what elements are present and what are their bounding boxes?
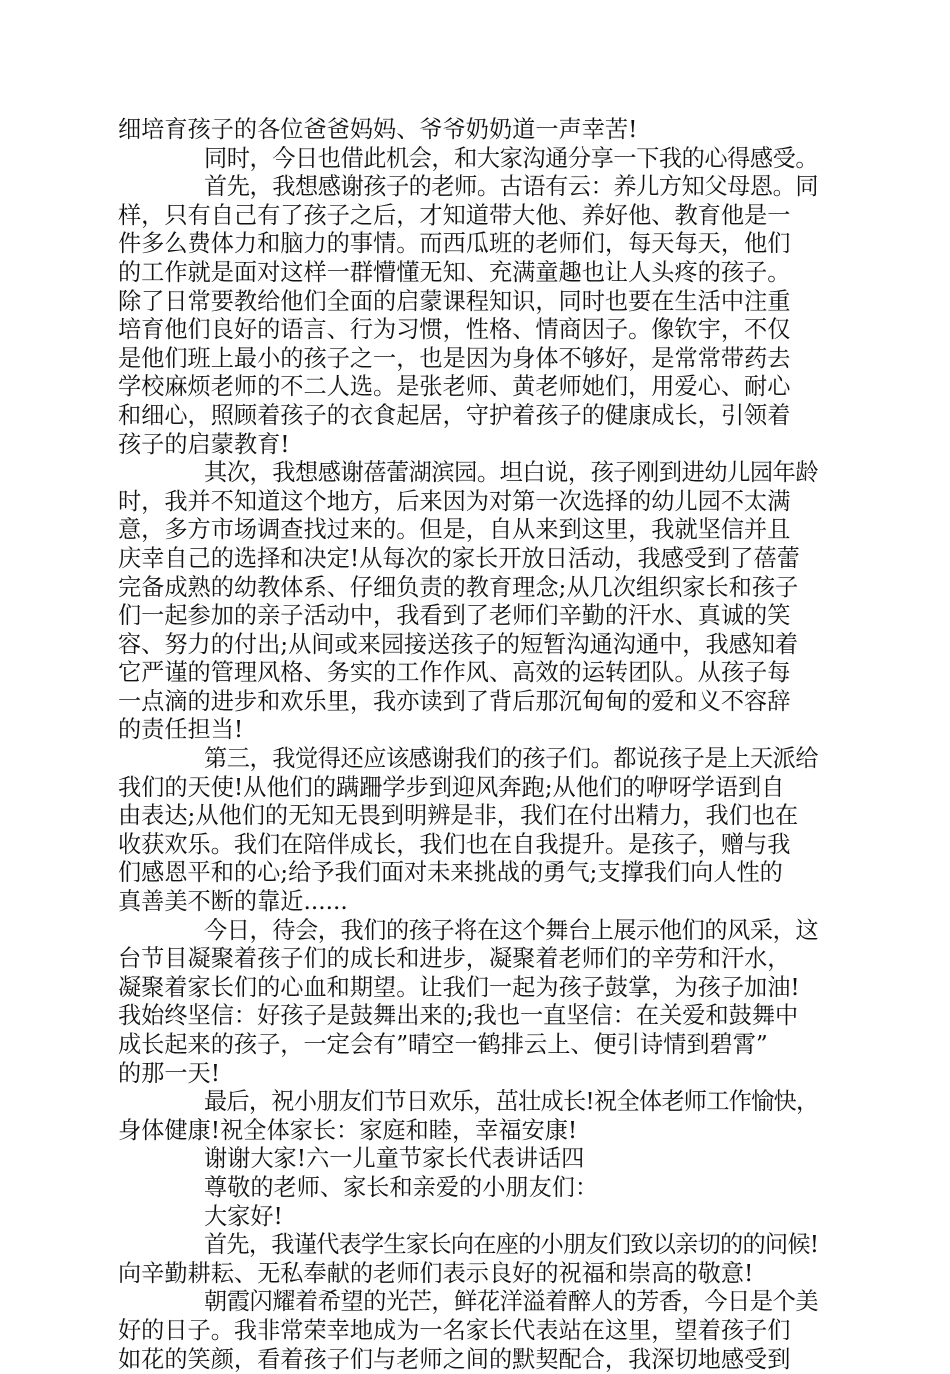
text-line: 是他们班上最小的孩子之一，也是因为身体不够好，是常常带药去 (118, 344, 791, 372)
text-line: 台节目凝聚着孩子们的成长和进步，凝聚着老师们的辛劳和汗水， (118, 945, 791, 973)
text-line: 由表达;从他们的无知无畏到明辨是非，我们在付出精力，我们也在 (118, 802, 799, 830)
text-line: 除了日常要教给他们全面的启蒙课程知识，同时也要在生活中注重 (118, 287, 791, 315)
text-line: 一点滴的进步和欢乐里，我亦读到了背后那沉甸甸的爱和义不容辞 (118, 687, 791, 715)
text-line: 的那一天! (118, 1059, 221, 1087)
text-line: 首先，我谨代表学生家长向在座的小朋友们致以亲切的的问候! (204, 1231, 819, 1259)
text-line: 朝霞闪耀着希望的光芒，鲜花洋溢着醉人的芳香，今日是个美 (204, 1288, 819, 1316)
text-line: 的工作就是面对这样一群懵懂无知、充满童趣也让人头疼的孩子。 (118, 258, 791, 286)
text-line: 我们的天使!从他们的蹒跚学步到迎风奔跑;从他们的咿呀学语到自 (118, 773, 785, 801)
text-line: 完备成熟的幼教体系、仔细负责的教育理念;从几次组织家长和孩子 (118, 573, 799, 601)
text-line: 培育他们良好的语言、行为习惯，性格、情商因子。像钦宇，不仅 (118, 316, 791, 344)
text-line: 大家好! (204, 1202, 283, 1230)
text-line: 学校麻烦老师的不二人选。是张老师、黄老师她们，用爱心、耐心 (118, 373, 791, 401)
text-line: 首先，我想感谢孩子的老师。古语有云：养儿方知父母恩。同 (204, 173, 819, 201)
text-line: 向辛勤耕耘、无私奉献的老师们表示良好的祝福和崇高的敬意! (118, 1259, 754, 1287)
text-line: 们感恩平和的心;给予我们面对未来挑战的勇气;支撑我们向人性的 (118, 859, 783, 887)
text-line: 同时，今日也借此机会，和大家沟通分享一下我的心得感受。 (204, 144, 819, 172)
text-line: 我始终坚信：好孩子是鼓舞出来的;我也一直坚信：在关爱和鼓舞中 (118, 1002, 799, 1030)
text-line: 身体健康!祝全体家长：家庭和睦，幸福安康! (118, 1116, 578, 1144)
text-line: 孩子的启蒙教育! (118, 430, 290, 458)
text-line: 样，只有自己有了孩子之后，才知道带大他、养好他、教育他是一 (118, 201, 791, 229)
text-line: 第三，我觉得还应该感谢我们的孩子们。都说孩子是上天派给 (204, 745, 819, 773)
text-line: 其次，我想感谢蓓蕾湖滨园。坦白说，孩子刚到进幼儿园年龄 (204, 459, 819, 487)
text-line: 好的日子。我非常荣幸地成为一名家长代表站在这里，望着孩子们 (118, 1316, 791, 1344)
text-line: 成长起来的孩子，一定会有”晴空一鹤排云上、便引诗情到碧霄” (118, 1031, 768, 1058)
text-line: 时，我并不知道这个地方，后来因为对第一次选择的幼儿园不太满 (118, 487, 791, 515)
text-line: 和细心，照顾着孩子的衣食起居，守护着孩子的健康成长，引领着 (118, 401, 791, 429)
text-line: 今日，待会，我们的孩子将在这个舞台上展示他们的风采，这 (204, 916, 819, 944)
text-line: 谢谢大家!六一儿童节家长代表讲话四 (204, 1145, 585, 1173)
text-line: 最后，祝小朋友们节日欢乐，茁壮成长!祝全体老师工作愉快， (204, 1088, 819, 1116)
text-line: 真善美不断的靠近...... (118, 888, 348, 916)
text-line: 件多么费体力和脑力的事情。而西瓜班的老师们，每天每天，他们 (118, 230, 791, 258)
text-line: 尊敬的老师、家长和亲爱的小朋友们： (204, 1173, 599, 1201)
text-line: 凝聚着家长们的心血和期望。让我们一起为孩子鼓掌，为孩子加油! (118, 973, 800, 1001)
text-line: 收获欢乐。我们在陪伴成长，我们也在自我提升。是孩子，赠与我 (118, 830, 791, 858)
text-line: 它严谨的管理风格、务实的工作作风、高效的运转团队。从孩子每 (118, 659, 791, 687)
text-line: 如花的笑颜，看着孩子们与老师之间的默契配合，我深切地感受到 (118, 1345, 791, 1373)
text-line: 庆幸自己的选择和决定!从每次的家长开放日活动，我感受到了蓓蕾 (118, 544, 800, 572)
text-line: 们一起参加的亲子活动中，我看到了老师们辛勤的汗水、真诚的笑 (118, 602, 791, 630)
document-body (118, 116, 818, 1374)
text-line: 细培育孩子的各位爸爸妈妈、爷爷奶奶道一声幸苦! (118, 116, 638, 143)
text-line: 意，多方市场调查找过来的。但是，自从来到这里，我就坚信并且 (118, 516, 791, 544)
text-line: 容、努力的付出;从间或来园接送孩子的短暂沟通沟通中，我感知着 (118, 630, 799, 658)
text-line: 的责任担当! (118, 716, 244, 744)
